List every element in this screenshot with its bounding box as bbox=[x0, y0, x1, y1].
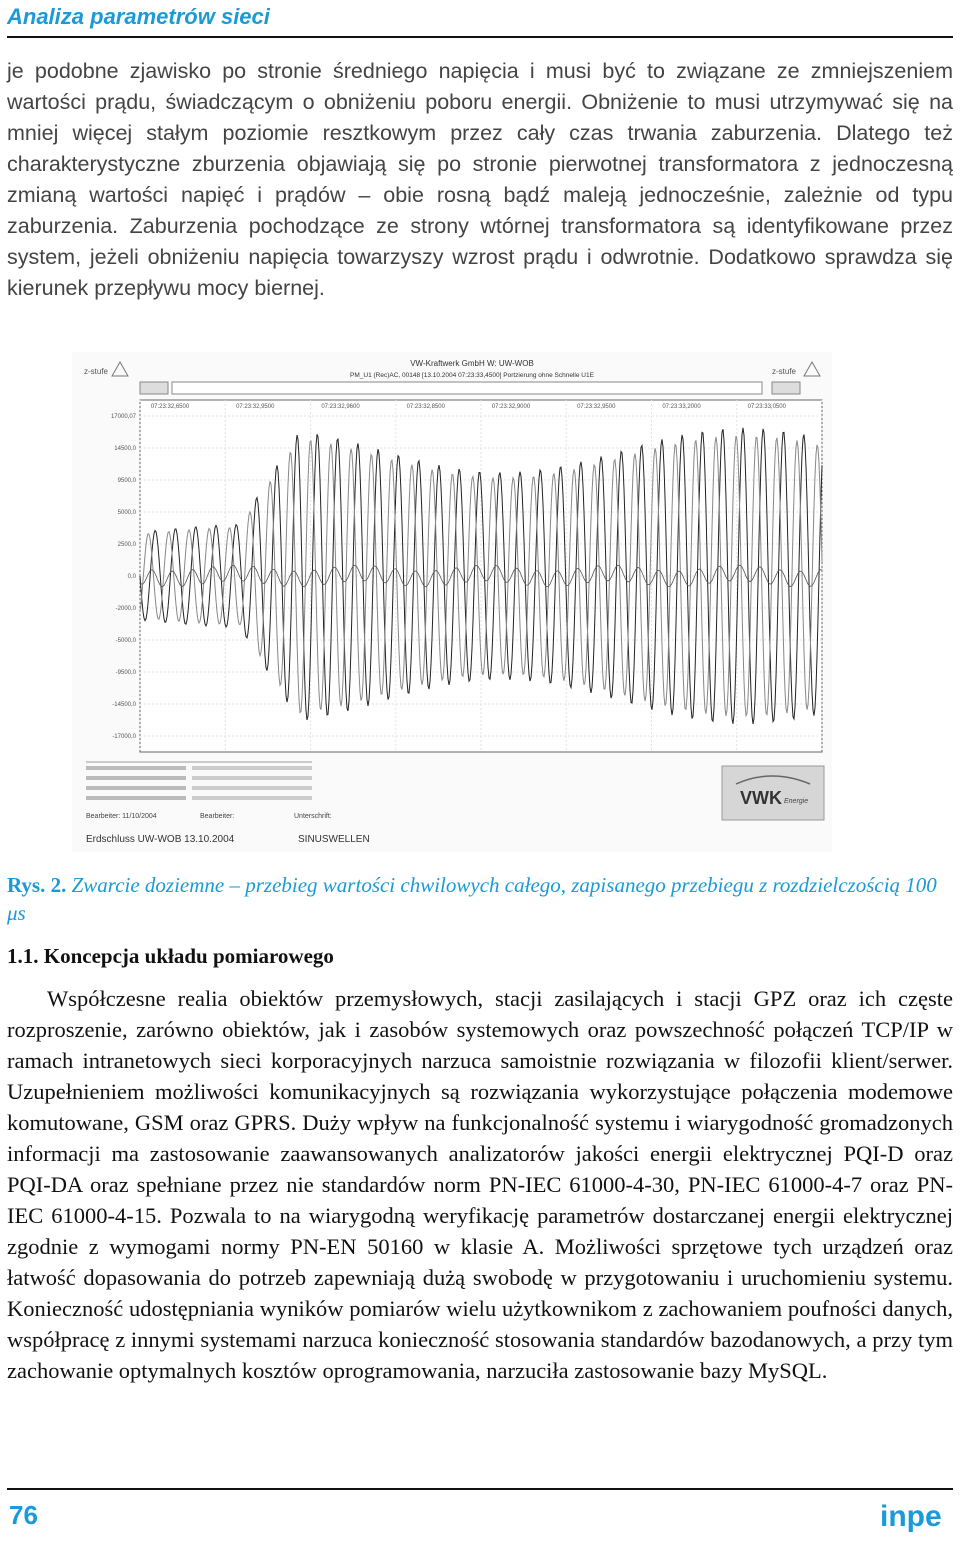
y-tick-label: -17000,0 bbox=[112, 734, 136, 740]
y-tick-label: -14500,0 bbox=[112, 702, 136, 708]
unterschrift-label: Unterschrift: bbox=[294, 813, 332, 820]
toolbar-buttons-right[interactable] bbox=[772, 382, 800, 394]
y-tick-label: -5000,0 bbox=[115, 638, 136, 644]
y-tick-label: 9500,0 bbox=[117, 478, 136, 484]
bearbeiter-label-2: Bearbeiter: bbox=[200, 813, 235, 820]
x-tick-label: 07:23:32,9600 bbox=[321, 404, 360, 410]
x-tick-label: 07:23:33,0500 bbox=[747, 404, 786, 410]
waveform-chart bbox=[72, 352, 832, 852]
body-paragraph-2: Współczesne realia obiektów przemysłowych, stacji zasilających i stacji GPZ oraz ich częste rozproszenie, zarówno obiektów, jak i zasobów systemowych oraz powszechność połączeń TCP/IP w ramach intranetowych sieci korporacyjnych narzuca samoistnie rozwiązania w filozofii klient/serwer. Uzupełnieniem możliwości komunikacyjnych są rozwiązania wykorzystujące połączenia modemowe komutowane, GSM oraz GPRS. Duży wpływ na funkcjonalność systemu i wiarygodność gromadzonych informacji ma zastosowanie zaawansowanych analizatorów jakości energii elektrycznej PQI-D oraz PQI-DA oraz spełniane przez nie standardów norm PN-IEC 61000-4-30, PN-IEC 61000-4-7 oraz PN-IEC 61000-4-15. Pozwala to na wiarygodną weryfikację parametrów dostarczanej energii elektrycznej zgodnie z wymogami normy PN-EN 50160 w klasie A. Możliwości sprzętowe tych urządzeń oraz łatwość dopasowania do potrzeb zapewniają dużą swobodę w przygotowaniu i uruchomieniu systemu. Konieczność udostępniania wyników pomiarów wielu użytkownikom z zachowaniem poufności danych, współpracę z innymi systemami narzuca konieczność stosowania standardów bazodanowych, a przy tym zachowanie optymalnych kosztów oprogramowania, narzuciła zastosowanie bazy MySQL. bbox=[7, 986, 953, 1383]
caption-text: Zwarcie doziemne – przebieg wartości chwilowych całego, zapisanego przebiegu z rozdzielczością 100 μs bbox=[7, 873, 937, 925]
y-tick-label: 17000,07 bbox=[110, 414, 136, 420]
running-header: Analiza parametrów sieci bbox=[7, 4, 270, 29]
bearbeiter-label-1: Bearbeiter: 11/10/2004 bbox=[86, 813, 157, 820]
inpe-logo bbox=[876, 1496, 952, 1536]
body-paragraph-1: je podobne zjawisko po stronie średniego napięcia i musi być to związane ze zmniejszeniem wartości prądu, świadczącym o obniżeniu poboru energii. Obniżenie to musi utrzymywać się na mniej więcej stałym poziomie resztkowym przez cały czas trwania zaburzenia. Dlatego też charakterystyczne zburzenia objawiają się po stronie pierwotnej transformatora z jednoczesną zmianą wartości napięć i prądów – obie rosną bądź maleją jednocześnie, zależnie od typu zaburzenia. Zaburzenia pochodzące ze strony wtórnej transformatora są identyfikowane przez system, jeżeli obniżeniu napięcia towarzyszy wzrost prądu i odwrotnie. Dodatkowo sprawdza się kierunek przepływu mocy biernej. bbox=[7, 59, 953, 300]
x-tick-label: 07:23:33,2000 bbox=[662, 404, 701, 410]
info-block bbox=[86, 762, 370, 845]
y-tick-label: 14500,0 bbox=[114, 446, 136, 452]
figure-waveform-screenshot bbox=[72, 352, 832, 852]
inpe-logo-text: inpe bbox=[880, 1500, 942, 1533]
ruler-left-icon bbox=[112, 362, 128, 376]
figure-footer-right: SINUSWELLEN bbox=[298, 834, 370, 845]
footer-rule bbox=[7, 1488, 953, 1490]
figure-footer-left: Erdschluss UW-WOB 13.10.2004 bbox=[86, 834, 235, 845]
zoom-left-label: z-stufe bbox=[84, 367, 109, 376]
x-tick-label: 07:23:32,9500 bbox=[236, 404, 275, 410]
toolbar-buttons-left[interactable] bbox=[140, 382, 168, 394]
caption-label: Rys. 2. bbox=[7, 873, 67, 897]
header-rule bbox=[7, 36, 953, 38]
x-tick-label: 07:23:32,6500 bbox=[150, 404, 190, 410]
section-heading: 1.1. Koncepcja układu pomiarowego bbox=[7, 944, 334, 968]
y-tick-label: 5000,0 bbox=[117, 510, 136, 516]
y-axis-ticks bbox=[111, 414, 137, 740]
figure-title-line1: VW-Kraftwerk GmbH W: UW-WOB bbox=[410, 359, 534, 368]
page-number: 76 bbox=[9, 1500, 38, 1530]
y-tick-label: -9500,0 bbox=[115, 670, 136, 676]
vwk-logo bbox=[722, 766, 824, 820]
zoom-right-label: z-stufe bbox=[772, 367, 797, 376]
figure-title-line2: PM_U1 (Rec)AC, 00148 [13.10.2004 07:23:33,4500] Portzierung ohne Schnelle U1E bbox=[350, 372, 594, 379]
y-tick-label: 2500,0 bbox=[117, 542, 136, 548]
ruler-right-icon bbox=[804, 362, 820, 376]
time-scrollbar[interactable] bbox=[172, 382, 762, 394]
x-tick-label: 07:23:32,9000 bbox=[491, 404, 531, 410]
x-tick-label: 07:23:32,8500 bbox=[406, 404, 445, 410]
vwk-logo-text: VWK bbox=[740, 788, 782, 808]
y-tick-label: -2000,0 bbox=[115, 606, 136, 612]
vwk-logo-subtext: Energie bbox=[784, 798, 809, 805]
y-tick-label: 0,0 bbox=[127, 574, 136, 580]
figure-caption bbox=[7, 871, 953, 927]
x-tick-label: 07:23:32,9500 bbox=[577, 404, 616, 410]
